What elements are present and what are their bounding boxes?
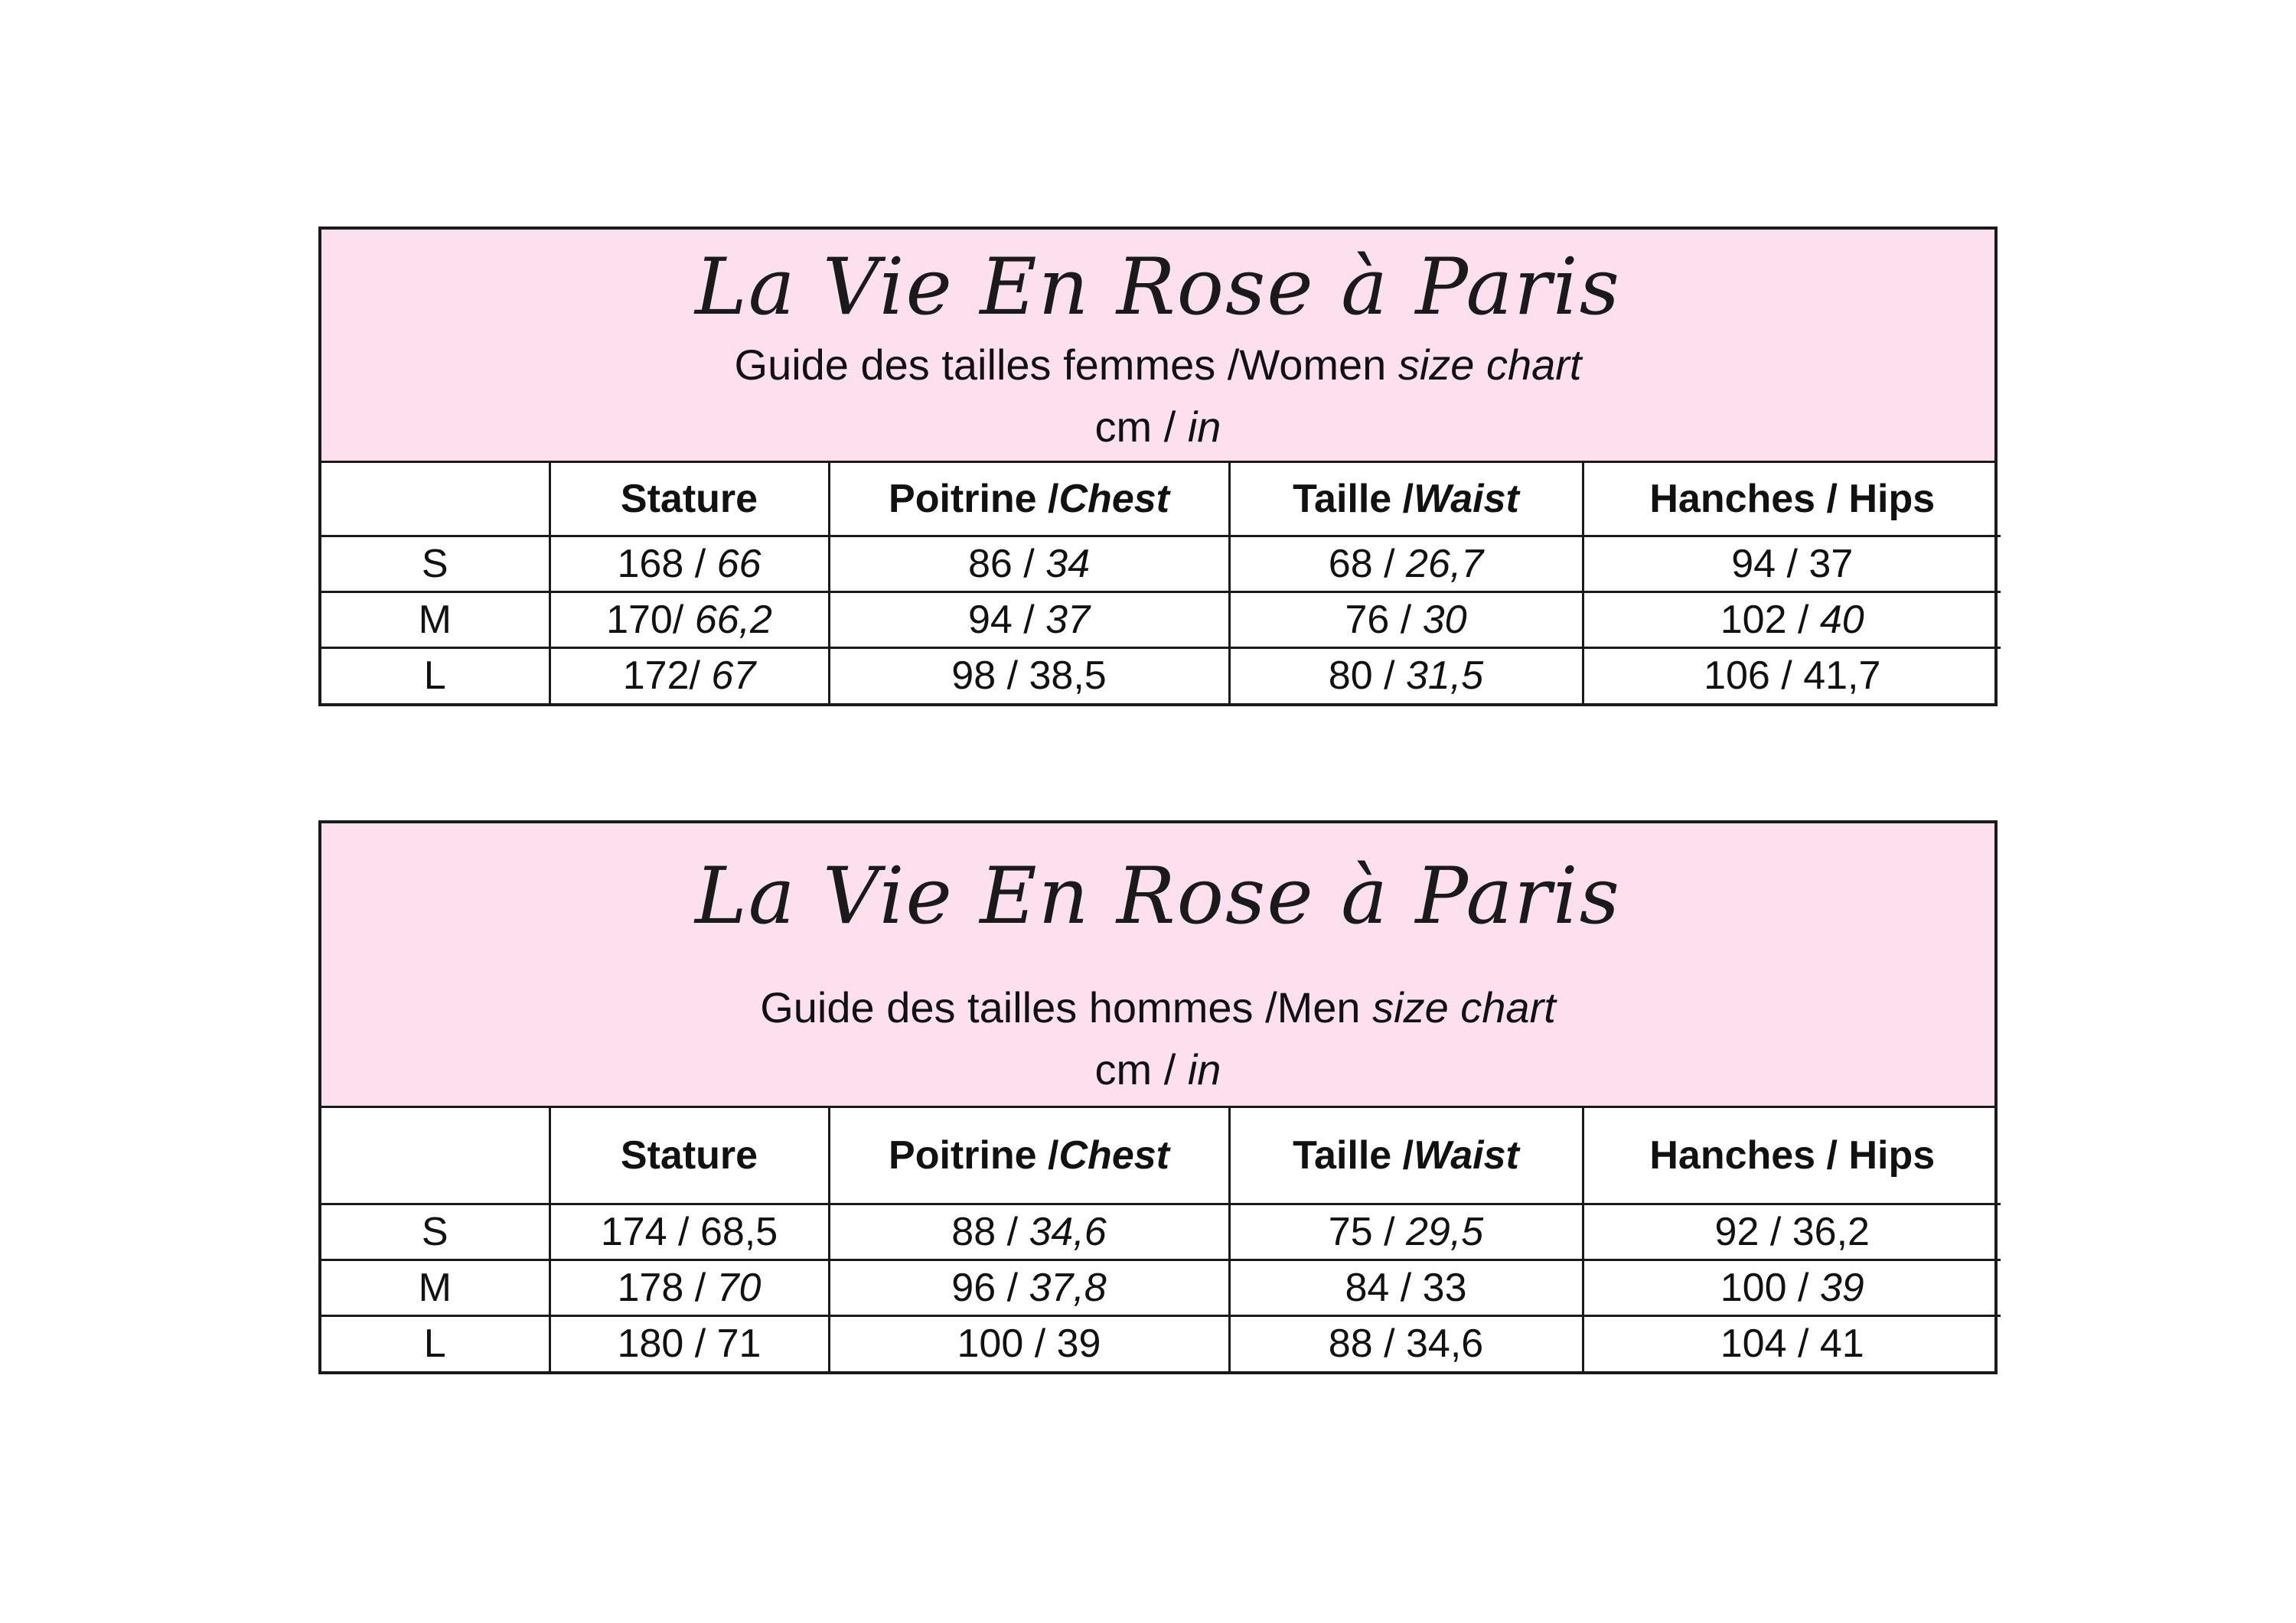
table-row xyxy=(321,536,2001,592)
stature-cell: 180 / 71 xyxy=(550,1315,829,1371)
column-header-hips: Hanches / Hips xyxy=(1583,463,2001,536)
column-header-chest: Poitrine /Chest xyxy=(829,463,1229,536)
table-row xyxy=(321,1260,2001,1315)
hips-cell: 102 / 40 xyxy=(1583,592,2001,647)
units-label: cm / in xyxy=(1094,402,1221,451)
size-label: S xyxy=(321,536,550,592)
units-label: cm / in xyxy=(1094,1045,1221,1093)
hips-cell: 106 / 41,7 xyxy=(1583,647,2001,703)
women-size-chart xyxy=(318,227,1998,706)
chest-cell: 86 / 34 xyxy=(829,536,1229,592)
stature-cell: 168 / 66 xyxy=(550,536,829,592)
chest-cell: 100 / 39 xyxy=(829,1315,1229,1371)
table-row xyxy=(321,647,2001,703)
column-header-waist: Taille /Waist xyxy=(1229,1108,1583,1204)
waist-cell: 88 / 34,6 xyxy=(1229,1315,1583,1371)
brand-logo-text: La Vie En Rose à Paris xyxy=(695,851,1621,942)
stature-cell: 178 / 70 xyxy=(550,1260,829,1315)
size-table xyxy=(321,1108,2001,1371)
chest-cell: 96 / 37,8 xyxy=(829,1260,1229,1315)
chest-cell: 88 / 34,6 xyxy=(829,1204,1229,1260)
column-header-stature: Stature xyxy=(550,463,829,536)
size-label: S xyxy=(321,1204,550,1260)
column-header-waist: Taille /Waist xyxy=(1229,463,1583,536)
stature-cell: 174 / 68,5 xyxy=(550,1204,829,1260)
stature-cell: 170/ 66,2 xyxy=(550,592,829,647)
hips-cell: 94 / 37 xyxy=(1583,536,2001,592)
size-table xyxy=(321,463,2001,703)
size-label: L xyxy=(321,1315,550,1371)
size-label: L xyxy=(321,647,550,703)
size-label: M xyxy=(321,1260,550,1315)
waist-cell: 75 / 29,5 xyxy=(1229,1204,1583,1260)
chest-cell: 98 / 38,5 xyxy=(829,647,1229,703)
table-row xyxy=(321,1204,2001,1260)
chest-cell: 94 / 37 xyxy=(829,592,1229,647)
hips-cell: 92 / 36,2 xyxy=(1583,1204,2001,1260)
waist-cell: 68 / 26,7 xyxy=(1229,536,1583,592)
column-header-stature: Stature xyxy=(550,1108,829,1204)
column-header-hips: Hanches / Hips xyxy=(1583,1108,2001,1204)
waist-cell: 76 / 30 xyxy=(1229,592,1583,647)
brand-logo-text: La Vie En Rose à Paris xyxy=(695,242,1621,333)
stature-cell: 172/ 67 xyxy=(550,647,829,703)
column-header-size xyxy=(321,1108,550,1204)
size-label: M xyxy=(321,592,550,647)
hips-cell: 100 / 39 xyxy=(1583,1260,2001,1315)
column-header-size xyxy=(321,463,550,536)
waist-cell: 80 / 31,5 xyxy=(1229,647,1583,703)
table-row xyxy=(321,1315,2001,1371)
table-row xyxy=(321,592,2001,647)
column-header-chest: Poitrine /Chest xyxy=(829,1108,1229,1204)
hips-cell: 104 / 41 xyxy=(1583,1315,2001,1371)
chart-subtitle: Guide des tailles femmes /Women size chart xyxy=(734,341,1582,389)
chart-subtitle: Guide des tailles hommes /Men size chart xyxy=(760,983,1556,1031)
men-size-chart xyxy=(318,820,1998,1374)
chart-header xyxy=(321,230,1994,463)
waist-cell: 84 / 33 xyxy=(1229,1260,1583,1315)
chart-header xyxy=(321,823,1994,1108)
table-header-row xyxy=(321,1108,2001,1204)
table-header-row xyxy=(321,463,2001,536)
